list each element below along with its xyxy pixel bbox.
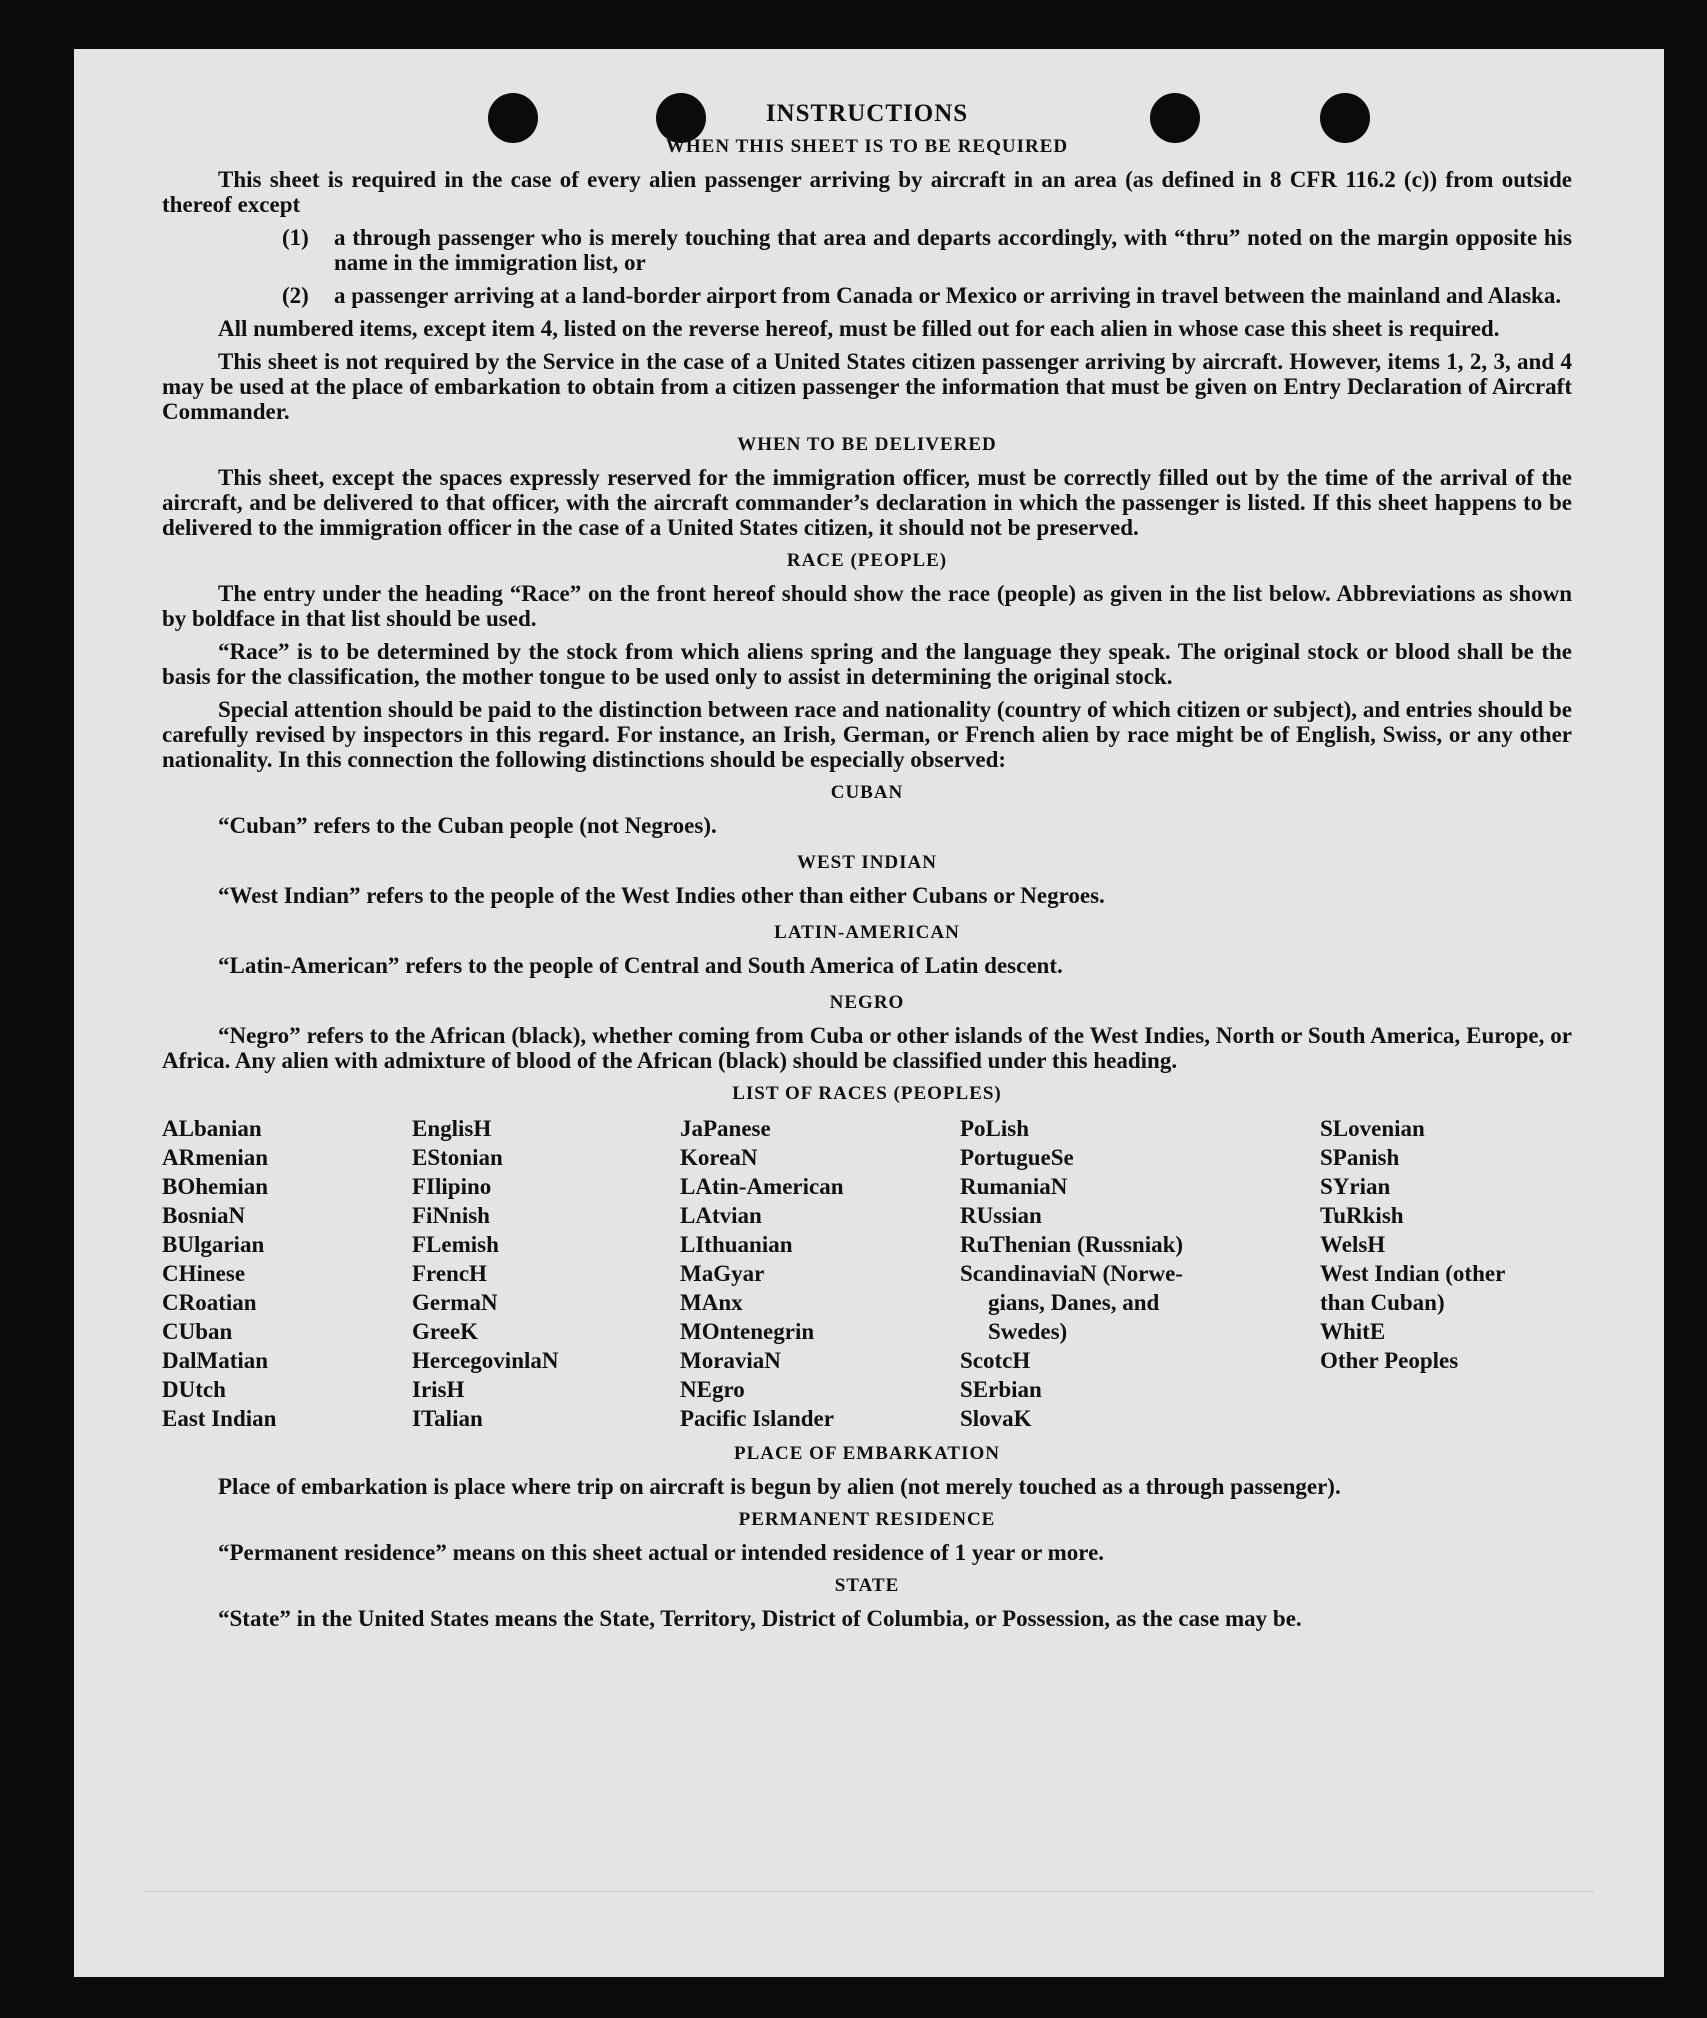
section-heading: WHEN THIS SHEET IS TO BE REQUIRED bbox=[665, 136, 1069, 157]
paragraph: “Negro” refers to the African (black), whether coming from Cuba or other islands of the West Indies, North or South America, Europe, or Africa. Any alien with admixture of blood of the African (black) should be classified under this heading. bbox=[162, 1023, 1572, 1073]
section-heading: PLACE OF EMBARKATION bbox=[734, 1443, 1000, 1464]
race-entry: TuRkish bbox=[1320, 1203, 1404, 1228]
section-heading: LATIN-AMERICAN bbox=[774, 922, 960, 943]
paragraph: This sheet is required in the case of every alien passenger arriving by aircraft in an area (as defined in 8 CFR 116.2 (c)) from outside thereof except bbox=[162, 167, 1572, 217]
paragraph: “Race” is to be determined by the stock from which aliens spring and the language they speak. The original stock or blood shall be the basis for the classification, the mother tongue to be used only to assist in determining the original stock. bbox=[162, 639, 1572, 689]
race-entry: gians, Danes, and bbox=[988, 1290, 1160, 1315]
race-entry: East Indian bbox=[162, 1406, 277, 1431]
race-entry: RumaniaN bbox=[960, 1174, 1068, 1199]
paragraph: “Permanent residence” means on this sheet actual or intended residence of 1 year or more. bbox=[218, 1540, 1105, 1565]
paragraph: The entry under the heading “Race” on the front hereof should show the race (people) as given in the list below. Abbreviations as shown by boldface in that list should be used. bbox=[162, 581, 1572, 631]
race-entry: Other Peoples bbox=[1320, 1348, 1459, 1373]
item-text: a through passenger who is merely touching that area and departs accordingly, with “thru” noted on the margin opposite his name in the immigration list, or bbox=[334, 225, 1572, 275]
race-entry: ARmenian bbox=[162, 1145, 269, 1170]
section-heading: RACE (PEOPLE) bbox=[786, 550, 948, 571]
section-heading: CUBAN bbox=[830, 782, 904, 803]
races-list bbox=[162, 1114, 1572, 1433]
section-heading: WHEN TO BE DELIVERED bbox=[737, 434, 997, 455]
race-entry: HercegovinlaN bbox=[412, 1348, 559, 1373]
faded-footer-rule bbox=[144, 1891, 1594, 1920]
race-entry: ALbanian bbox=[162, 1116, 262, 1141]
race-entry: CHinese bbox=[162, 1261, 246, 1286]
paragraph: Place of embarkation is place where trip on aircraft is begun by alien (not merely touched as a through passenger). bbox=[218, 1474, 1341, 1499]
race-entry: West Indian (other bbox=[1320, 1261, 1506, 1286]
race-entry: LAtin-American bbox=[680, 1174, 844, 1199]
race-entry: BosniaN bbox=[162, 1203, 246, 1228]
race-entry: SLovenian bbox=[1320, 1116, 1425, 1141]
race-entry: MAnx bbox=[680, 1290, 743, 1315]
race-entry: Swedes) bbox=[988, 1319, 1068, 1344]
list-item bbox=[282, 225, 1572, 275]
paragraph: This sheet, except the spaces expressly reserved for the immigration officer, must be correctly filled out by the time of the arrival of the aircraft, and be delivered to that officer, with the aircraft commander’s declaration in which the passenger is listed. If this sheet happens to be delivered to the immigration officer in the case of a United States citizen, it should not be preserved. bbox=[162, 465, 1572, 540]
race-entry: DUtch bbox=[162, 1377, 226, 1402]
race-entry: MoraviaN bbox=[680, 1348, 781, 1373]
races-column bbox=[162, 1114, 412, 1433]
race-entry: RuThenian (Russniak) bbox=[960, 1232, 1184, 1257]
race-entry: BUlgarian bbox=[162, 1232, 265, 1257]
race-entry: MOntenegrin bbox=[680, 1319, 815, 1344]
document-sheet bbox=[74, 49, 1664, 1977]
section-heading: PERMANENT RESIDENCE bbox=[738, 1509, 996, 1530]
paragraph: “West Indian” refers to the people of the West Indies other than either Cubans or Negroes. bbox=[218, 883, 1105, 908]
race-entry: CRoatian bbox=[162, 1290, 257, 1315]
race-entry: Pacific Islander bbox=[680, 1406, 834, 1431]
race-entry: than Cuban) bbox=[1320, 1290, 1445, 1315]
race-entry: MaGyar bbox=[680, 1261, 765, 1286]
race-entry: EStonian bbox=[412, 1145, 503, 1170]
race-entry: GermaN bbox=[412, 1290, 498, 1315]
race-entry: LIthuanian bbox=[680, 1232, 793, 1257]
race-entry: FrencH bbox=[412, 1261, 487, 1286]
race-entry: PortugueSe bbox=[960, 1145, 1074, 1170]
race-entry: SErbian bbox=[960, 1377, 1042, 1402]
race-entry: EnglisH bbox=[412, 1116, 492, 1141]
page-title: INSTRUCTIONS bbox=[765, 100, 969, 127]
race-entry: RUssian bbox=[960, 1203, 1042, 1228]
paragraph: This sheet is not required by the Service in the case of a United States citizen passenger arriving by aircraft. However, items 1, 2, 3, and 4 may be used at the place of embarkation to obtain from a citizen passenger the information that must be given on Entry Declaration of Aircraft Commander. bbox=[162, 349, 1572, 424]
race-entry: FLemish bbox=[412, 1232, 499, 1257]
race-entry: BOhemian bbox=[162, 1174, 269, 1199]
race-entry: WelsH bbox=[1320, 1232, 1386, 1257]
race-entry: NEgro bbox=[680, 1377, 745, 1402]
race-entry: ITalian bbox=[412, 1406, 483, 1431]
list-item bbox=[282, 283, 1572, 308]
paragraph: Special attention should be paid to the distinction between race and nationality (country of which citizen or subject), and entries should be carefully revised by inspectors in this regard. For instance, an Irish, German, or French alien by race might be of English, Swiss, or any other nationality. In this connection the following distinctions should be especially observed: bbox=[162, 697, 1572, 772]
section-heading: WEST INDIAN bbox=[797, 852, 937, 873]
instructions-content bbox=[162, 101, 1572, 1639]
race-entry: SlovaK bbox=[960, 1406, 1032, 1431]
race-entry: KoreaN bbox=[680, 1145, 758, 1170]
race-entry: WhitE bbox=[1320, 1319, 1386, 1344]
race-entry: ScandinaviaN (Norwe- bbox=[960, 1261, 1183, 1286]
race-entry: DalMatian bbox=[162, 1348, 269, 1373]
race-entry: LAtvian bbox=[680, 1203, 762, 1228]
race-entry: PoLish bbox=[960, 1116, 1030, 1141]
race-entry: ScotcH bbox=[960, 1348, 1031, 1373]
item-text: a passenger arriving at a land-border airport from Canada or Mexico or arriving in travel between the mainland and Alaska. bbox=[334, 283, 1562, 308]
race-entry: FIlipino bbox=[412, 1174, 492, 1199]
race-entry: CUban bbox=[162, 1319, 233, 1344]
item-number: (1) bbox=[282, 225, 309, 250]
races-column bbox=[680, 1114, 960, 1433]
paragraph: “Cuban” refers to the Cuban people (not Negroes). bbox=[218, 813, 717, 838]
race-entry: SYrian bbox=[1320, 1174, 1391, 1199]
paragraph: All numbered items, except item 4, listed on the reverse hereof, must be filled out for each alien in whose case this sheet is required. bbox=[218, 316, 1500, 341]
races-column bbox=[960, 1114, 1320, 1433]
paragraph: “State” in the United States means the State, Territory, District of Columbia, or Possession, as the case may be. bbox=[218, 1606, 1302, 1631]
paragraph: “Latin-American” refers to the people of Central and South America of Latin descent. bbox=[218, 953, 1063, 978]
race-entry: JaPanese bbox=[680, 1116, 771, 1141]
item-number: (2) bbox=[282, 283, 309, 308]
section-heading: STATE bbox=[834, 1575, 900, 1596]
race-entry: IrisH bbox=[412, 1377, 465, 1402]
races-column bbox=[412, 1114, 680, 1433]
race-entry: GreeK bbox=[412, 1319, 478, 1344]
race-entry: SPanish bbox=[1320, 1145, 1400, 1170]
section-heading: LIST OF RACES (PEOPLES) bbox=[732, 1083, 1002, 1104]
section-heading: NEGRO bbox=[829, 992, 905, 1013]
race-entry: FiNnish bbox=[412, 1203, 490, 1228]
races-column bbox=[1320, 1114, 1572, 1433]
